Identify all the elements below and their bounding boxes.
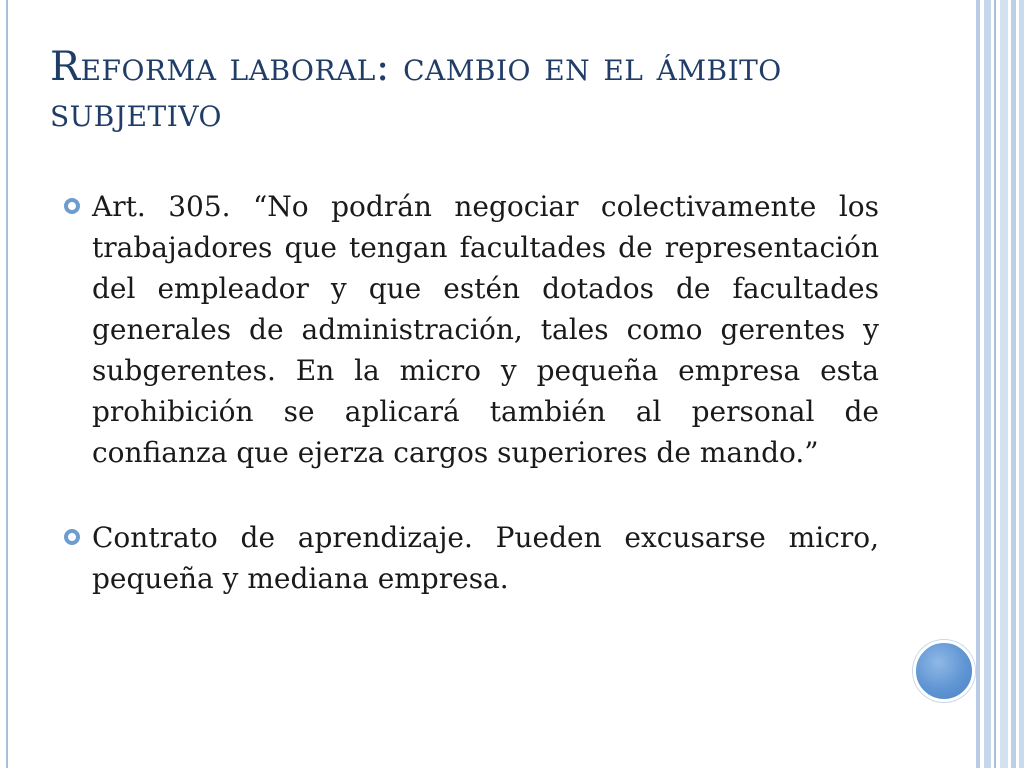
bullet-text: Contrato de aprendizaje. Pueden excusarse micro, pequeña y mediana empresa. bbox=[92, 521, 879, 595]
blue-circle-decoration bbox=[913, 640, 975, 702]
decorative-stripe bbox=[1011, 0, 1016, 768]
bullet-list bbox=[64, 186, 879, 643]
ring-bullet-icon bbox=[64, 198, 80, 214]
decorative-stripe bbox=[976, 0, 980, 768]
bullet-item bbox=[64, 517, 879, 599]
decorative-stripe bbox=[1019, 0, 1024, 768]
left-border-line bbox=[6, 0, 8, 768]
decorative-stripe bbox=[994, 0, 996, 768]
ring-bullet-icon bbox=[64, 529, 80, 545]
decorative-stripe bbox=[1000, 0, 1008, 768]
slide-title: Reforma laboral: cambio en el ámbito subjetivo bbox=[50, 44, 782, 136]
decorative-stripe bbox=[984, 0, 991, 768]
bullet-item bbox=[64, 186, 879, 473]
bullet-text: Art. 305. “No podrán negociar colectivamente los trabajadores que tengan facultades de representación del empleador y que estén dotados de facultades generales de administración, tales como gerentes y subgerentes. En la micro y pequeña empresa esta prohibición se aplicará también al personal de confianza que ejerza cargos superiores de mando.” bbox=[92, 190, 879, 469]
